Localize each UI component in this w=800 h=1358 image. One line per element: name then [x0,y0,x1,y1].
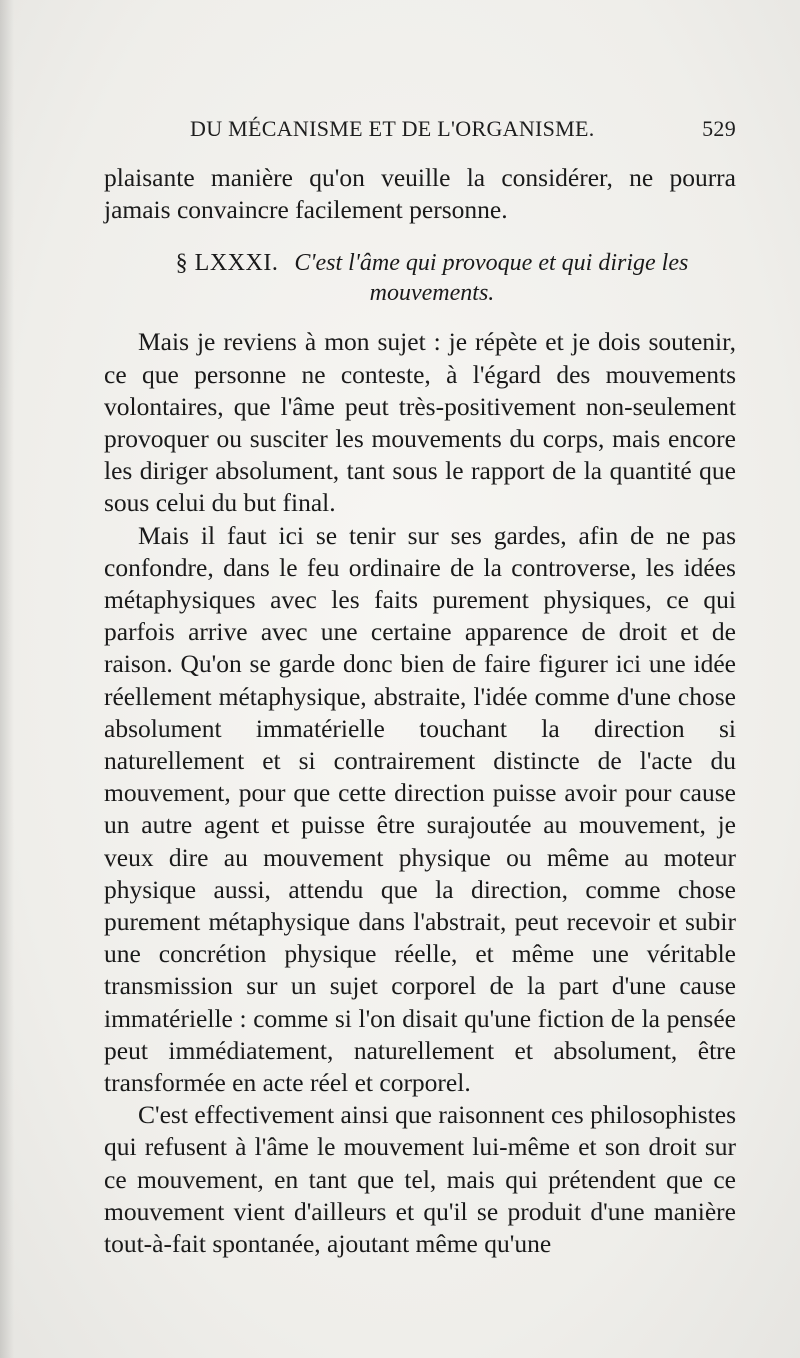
paragraph: plaisante manière qu'on veuille la considérer, ne pourra jamais convaincre facilement personne. [104,163,736,225]
section-number: § LXXXI. [175,250,279,277]
page-number: 529 [702,116,736,141]
paragraph: Mais je reviens à mon sujet : je répète et je dois soutenir, ce que personne ne conteste, à l'égard des mouvements volontaires, que l'âme peut très-positivement non-seulement provoquer ou susciter les mouvements du corps, mais encore les diriger absolument, tant sous le rapport de la quantité que sous celui du but final. [104,327,736,518]
body-text [104,162,736,1260]
paragraph: C'est effectivement ainsi que raisonnent ces philosophistes qui refusent à l'âme le mouvement lui-même et son droit sur ce mouvement, en tant que tel, mais qui prétendent que ce mouvement vient d'ailleurs et qu'il se produit d'une manière tout-à-fait spontanée, ajoutant même qu'une [104,1100,736,1259]
section-title: C'est l'âme qui provoque et qui dirige les mouvements. [294,250,689,307]
section-heading [104,248,736,308]
paragraph: Mais il faut ici se tenir sur ses gardes, afin de ne pas confondre, dans le feu ordinaire de la controverse, les idées métaphysiques avec les faits purement physiques, ce qui parfois arrive avec une certaine apparence de droit et de raison. Qu'on se garde donc bien de faire figurer ici une idée réellement métaphysique, abstraite, l'idée comme d'une chose absolument immatérielle touchant la direction si naturellement et si contrairement distincte de l'acte du mouvement, pour que cette direction puisse avoir pour cause un autre agent et puisse être surajoutée au mouvement, je veux dire au mouvement physique ou même au moteur physique aussi, attendu que la direction, comme chose purement métaphysique dans l'abstrait, peut recevoir et subir une concrétion physique réelle, et même une véritable transmission sur un sujet corporel de la part d'une cause immatérielle : comme si l'on disait qu'une fiction de la pensée peut immédiatement, naturellement et absolument, être transformée en acte réel et corporel. [104,520,736,1098]
page-edge-shadow [0,0,14,1358]
running-head: DU MÉCANISME ET DE L'ORGANISME. [190,116,595,141]
